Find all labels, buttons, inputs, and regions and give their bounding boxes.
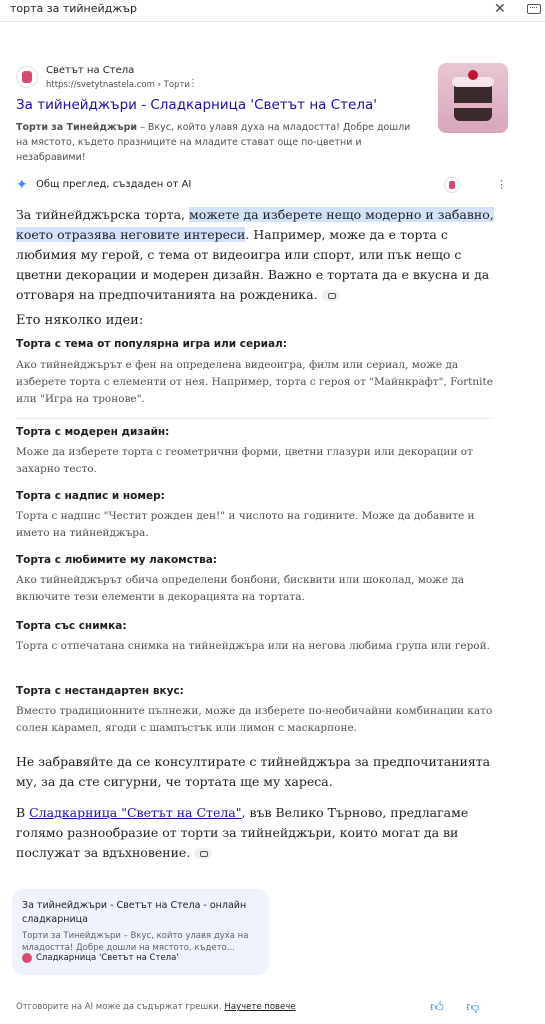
intro-highlight: можете да изберете нещо модерно и забавно, което отразява неговите интереси (16, 207, 494, 242)
ideas-heading: Ето няколко идеи: (16, 313, 144, 328)
closing-text-after: , във Велико Търново, предлагаме голямо разнообразие от торти за тийнейджъри, които могат да ви послужат за вдъхновение. (16, 805, 469, 860)
keyboard-icon[interactable] (527, 4, 541, 14)
ai-overview-label: Общ преглед, създаден от AI (36, 179, 192, 190)
idea-text: Ако тийнейджърът обича определени бонбони, бисквити или шоколад, може да включите тези елементи в декорацията на тортата. (16, 574, 465, 603)
thumb-up-icon[interactable]: 👍︎ (430, 1000, 444, 1015)
site-name[interactable]: Светът на Стела (46, 65, 135, 76)
site-url[interactable]: https://svetytnastela.com › Торти (46, 80, 190, 90)
idea-text: Торта с надпис "Честит рожден ден!" и числото на годините. Може да добавите и името на тийнейджъра. (16, 510, 475, 539)
source-card-title: За тийнейджъри - Светът на Стела - онлайн сладкарница (22, 900, 247, 925)
source-favicon[interactable] (444, 177, 460, 193)
shop-link[interactable]: Сладкарница "Светът на Стела" (29, 805, 242, 820)
result-title-link[interactable]: За тийнейджъри - Сладкарница 'Светът на Стела' (16, 97, 377, 113)
link-icon[interactable] (194, 848, 212, 859)
result-thumbnail[interactable] (438, 63, 508, 133)
source-favicon (22, 953, 32, 963)
idea-title: Торта с надпис и номер: (16, 490, 165, 502)
more-options-icon[interactable]: ⋮ (188, 78, 198, 89)
idea-title: Торта с любимите му лакомства: (16, 554, 218, 566)
source-card[interactable] (12, 889, 269, 975)
idea-text: Торта с отпечатана снимка на тийнейджъра или на негова любима група или герой. (16, 640, 490, 652)
close-icon[interactable]: ✕ (494, 1, 506, 17)
idea-title: Торта с нестандартен вкус: (16, 685, 184, 697)
source-card-site (22, 953, 179, 963)
search-input[interactable]: торта за тийнейджър (10, 2, 137, 15)
ai-overview-intro (16, 205, 496, 305)
source-card-snippet: Торти за Тинейджъри – Вкус, който улавя духа на младостта! Добре дошли на мястото, където... (22, 931, 249, 953)
site-favicon (16, 66, 38, 88)
intro-text-before: За тийнейджърска торта, (16, 207, 189, 222)
intro-text-after: . Например, може да е торта с любимия му герой, с тема от видеоигра или спорт, или пък нещо с цветни декорации и модерен дизайн. Важно е тортата да е вкусна и да отговаря на предпочитанията на рожденика. (16, 227, 490, 302)
idea-title: Торта със снимка: (16, 620, 127, 632)
cherry-decoration (468, 70, 478, 80)
learn-more-link[interactable]: Научете повече (224, 1002, 296, 1012)
snippet-bold: Торти за Тинейджъри (16, 122, 138, 133)
result-snippet (16, 120, 421, 165)
cake-image (454, 81, 492, 121)
divider (16, 418, 494, 419)
gemini-sparkle-icon: ✦ (16, 177, 28, 193)
snippet-text: – Вкус, който улавя духа на младостта! Добре дошли на мястото, където празниците на младите стават още по-цветни и незабравими! (16, 122, 411, 163)
idea-text: Ако тийнейджърът е фен на определена видеоигра, филм или сериал, може да изберете торта с елементи от нея. Например, торта с героя от "Майнкрафт", Fortnite или "Игра на тронове". (16, 359, 493, 405)
ai-overview-header (16, 176, 531, 196)
ai-footer (16, 1000, 531, 1018)
ai-disclaimer (16, 1002, 296, 1012)
closing-text-before: В (16, 805, 30, 820)
thumb-down-icon[interactable]: 👎︎ (466, 1000, 480, 1015)
link-icon[interactable] (322, 290, 340, 301)
disclaimer-text: Отговорите на AI може да съдържат грешки. (16, 1002, 222, 1012)
cake-band (454, 103, 492, 108)
idea-text: Вместо традиционните пълнежи, може да изберете по-необичайни комбинации като солен карамел, ягоди с шампъстък или лимон с маскарпоне. (16, 705, 493, 734)
idea-title: Торта с тема от популярна игра или сериал: (16, 338, 287, 350)
idea-title: Торта с модерен дизайн: (16, 426, 170, 438)
more-options-icon[interactable]: ⋮ (496, 178, 507, 191)
search-bar[interactable] (0, 0, 545, 22)
closing-paragraph: Не забравяйте да се консултирате с тийнейджъра за предпочитанията му, за да сте сигурни, че тортата ще му хареса. (16, 754, 491, 789)
source-card-site-name: Сладкарница 'Светът на Стела' (36, 953, 179, 963)
idea-text: Може да изберете торта с геометрични форми, цветни глазури или декорации от захарно тесто. (16, 446, 473, 475)
closing-paragraph-shop (16, 803, 496, 863)
